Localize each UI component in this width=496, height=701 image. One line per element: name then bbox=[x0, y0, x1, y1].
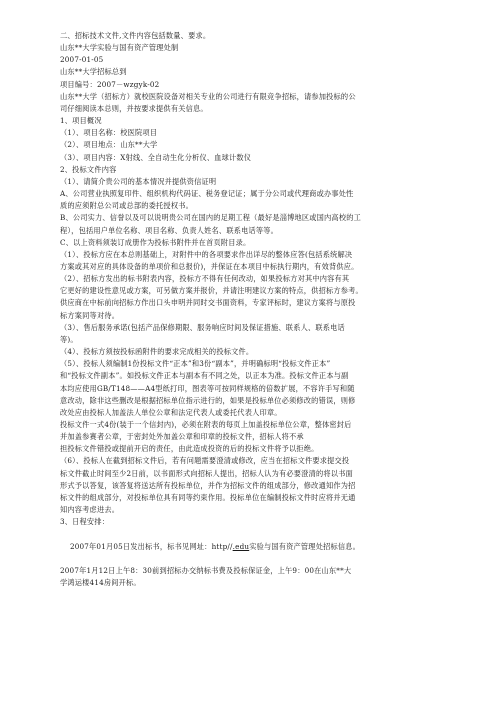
paragraph-line: 本均应使用GB/T148——A4型纸打印，图表等可按同样规格的倍数扩展，不容许手写和随 bbox=[60, 383, 355, 393]
paragraph-line: A、公司营业执照复印件、组织机构代码证、税务登记证；属于分公司或代理商或办事处性 bbox=[60, 189, 354, 199]
paragraph-line: （2）、招标方发出的标书附表内容，投标方不得有任何改动，如果投标方对其中内容有其 bbox=[60, 274, 350, 284]
paragraph-line: 程），包括用户单位名称、项目名称、负责人姓名、联系电话等等。 bbox=[60, 225, 279, 235]
issuer: 山东**大学实验与国有资产管理处制 bbox=[60, 43, 179, 53]
paragraph-line: B、公司实力、信誉以及可以说明贵公司在国内的足期工程（最好是淄博地区或国内高校的工 bbox=[60, 213, 361, 223]
paragraph-line: 标文件的组成部分，对投标单位具有同等约束作用。投标单位在编制投标文件时应将并无通 bbox=[60, 492, 356, 502]
url-link[interactable]: .edu bbox=[232, 541, 250, 551]
paragraph-line: 意改动，除非这些删改是根据招标单位指示进行的，如果是投标单位必须修改的错误，则修 bbox=[60, 395, 356, 405]
paragraph-line: （4）、投标方须按投标函附件的要求完成相关的投标文件。 bbox=[60, 347, 254, 357]
paragraph-line: 投标文件一式4份(装于一个信封内)，必须在附表的每页上加盖投标单位公章，整体密封后 bbox=[60, 420, 352, 429]
list-item: （2）、项目地点：山东**大学 bbox=[60, 140, 158, 150]
section-heading: 二、招标技术文件,文件内容包括数量、要求。 bbox=[60, 31, 211, 40]
paragraph-line: 知内容考虑进去。 bbox=[60, 505, 120, 515]
schedule-text: 2007年01月05日发出标书，标书见网址：http// bbox=[69, 541, 233, 551]
section-heading: 3、日程安排： bbox=[60, 517, 110, 527]
schedule-text: 实验与国有资产管理处招标信息。 bbox=[249, 541, 361, 551]
paragraph-line: 山东**大学（招标方）就校医院设备对相关专业的公司进行有限竞争招标，请参加投标的公 bbox=[60, 91, 356, 101]
paragraph-line: C、以上资料须装订成册作为投标书附件并在首页附目录。 bbox=[60, 237, 251, 247]
list-item: （1）、请简介贵公司的基本情况并提供资信证明 bbox=[60, 176, 217, 186]
schedule-line: 学鸿运楼414房间开标。 bbox=[60, 578, 141, 588]
paragraph-line: 形式予以答复，该答复将送达所有投标单位，并作为招标文件的组成部分，修改通知作为招 bbox=[60, 480, 356, 490]
paragraph-line: 并加盖参赛者公章，于密封处外加盖公章和印章的投标文件，招标人将不承 bbox=[60, 432, 304, 442]
project-number: 项目编号：2007－wzgyk-02 bbox=[60, 79, 160, 89]
schedule-line bbox=[60, 528, 434, 564]
paragraph-line: （3）、售后服务承诺(包括产品保修期限、服务响应时间及保证措施、联系人、联系电话 bbox=[60, 322, 345, 332]
paragraph-line: 标文件截止时间至少2日前，以书面形式向招标人提出，招标人认为有必要澄清的将以书面 bbox=[60, 468, 353, 478]
paragraph-line: 方案或其对应的具体设备的单项价和总报价)，并保证在本项目中标执行期内，有效背供应。 bbox=[60, 261, 359, 271]
paragraph-line: （6）、投标人在截到招标文件后，若有问题需要澄清或修改，应当在招标文件要求提交投 bbox=[60, 456, 350, 466]
paragraph-line: （5）、投标人须编制1份投标文件“正本”和3份“副本”，并明确标明“投标文件正本” bbox=[60, 359, 331, 369]
list-item: （3）、项目内容：X射线、全自动生化分析仪、血球计数仪 bbox=[60, 152, 252, 162]
paragraph-line: 担投标文件错投或提前开启的责任，由此造成投资的后的投标文件将予以拒绝。 bbox=[60, 444, 319, 454]
section-heading: 1、项目概况 bbox=[60, 116, 102, 126]
schedule-line: 2007年1月12日上午8：30前到招标办交纳标书费及投标保证金，上午9：00在山东**大 bbox=[60, 565, 352, 575]
paragraph-line: 它更好的建设性意见或方案，可另做方案并报价，并请注明建议方案的特点，供招标方参考。 bbox=[60, 286, 363, 296]
paragraph-line: 等)。 bbox=[60, 334, 78, 344]
paragraph-line: 标方案同等对待。 bbox=[60, 310, 120, 320]
paragraph-line: 司仔细阅读本总则，并按要求提供有关信息。 bbox=[60, 103, 208, 113]
document-body bbox=[60, 30, 434, 589]
paragraph-line: 供应商在中标前向招标方作出口头申明并同时交书面资料，专家评标时，建议方案将与原投 bbox=[60, 298, 356, 308]
paragraph-line: 和“投标文件副本”。如投标文件正本与副本有不同之处，以正本为准。投标文件正本与副 bbox=[60, 371, 349, 381]
section-heading: 2、投标文件内容 bbox=[60, 164, 117, 174]
date: 2007-01-05 bbox=[60, 55, 104, 65]
doc-title: 山东**大学招标总到 bbox=[60, 67, 127, 77]
paragraph-line: 改处应由投标人加盖法人单位公章和法定代表人或委托代表人印章。 bbox=[60, 407, 282, 417]
list-item: （1）、项目名称：校医院项目 bbox=[60, 128, 158, 138]
paragraph-line: （1）、投标方应在本总则基础上，对附件中的各项要求作出详尽的整体应答(包括系统解决 bbox=[60, 249, 353, 259]
paragraph-line: 质的应须附总公司或总部的委托授权书。 bbox=[60, 201, 193, 211]
